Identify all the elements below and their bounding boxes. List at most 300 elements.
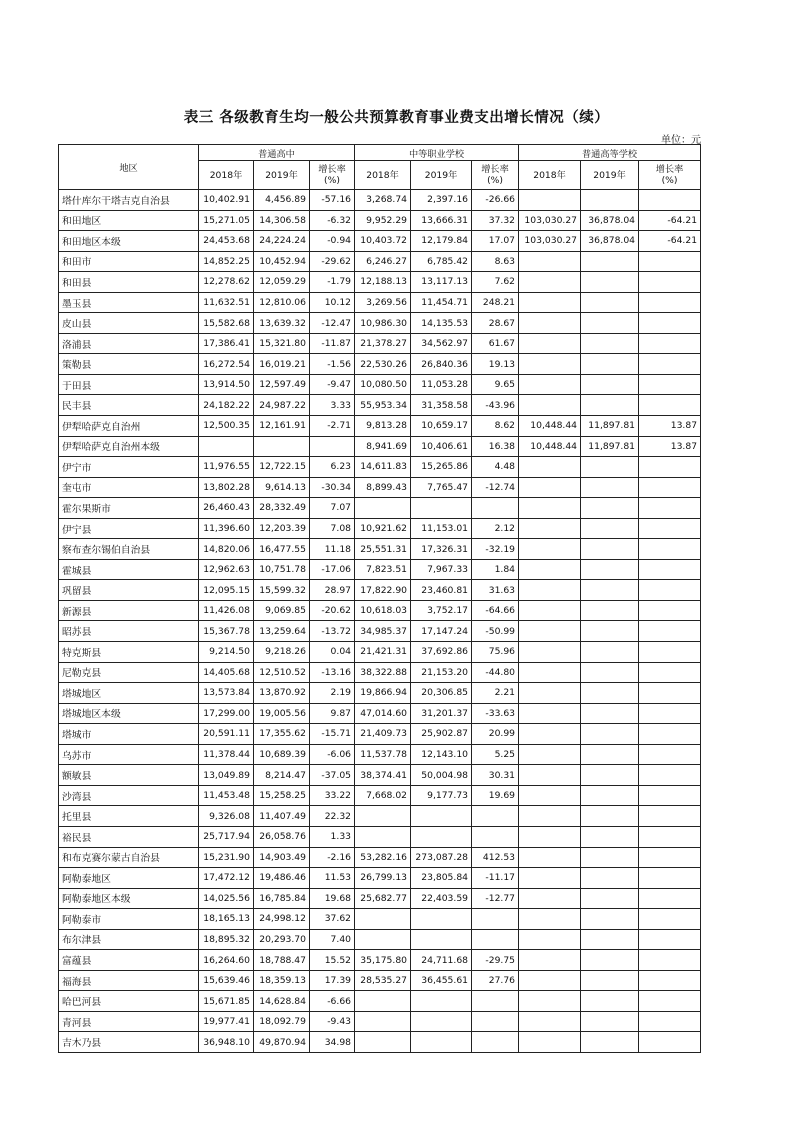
hs-rate-cell: 37.62 [310,909,355,930]
table-row [59,1011,701,1032]
he-2019-cell [581,724,639,745]
voc-rate-cell: 8.63 [472,251,519,272]
hs-rate-cell: 11.18 [310,539,355,560]
he-rate-cell [639,1032,701,1053]
voc-2018-cell: 10,921.62 [355,518,411,539]
he-2018-cell [519,847,581,868]
hs-rate-cell: -30.34 [310,477,355,498]
he-2019-cell [581,1032,639,1053]
he-2019-cell [581,272,639,293]
voc-2018-cell: 3,268.74 [355,190,411,211]
hs-2018-cell: 19,977.41 [199,1011,254,1032]
hs-2019-cell: 19,486.46 [254,868,310,889]
he-2018-cell [519,539,581,560]
he-2018-cell [519,1011,581,1032]
table-body [59,190,701,1053]
region-cell: 青河县 [59,1011,199,1032]
voc-2018-cell: 6,246.27 [355,251,411,272]
region-cell: 奎屯市 [59,477,199,498]
voc-2019-cell: 25,902.87 [411,724,472,745]
table-row [59,333,701,354]
he-2019-cell [581,600,639,621]
hs-rate-cell: 11.53 [310,868,355,889]
hs-rate-cell: -11.87 [310,333,355,354]
hs-rate-cell: 19.68 [310,888,355,909]
voc-2018-cell: 11,537.78 [355,744,411,765]
hs-rate-cell: 1.33 [310,826,355,847]
table-row [59,272,701,293]
table-row [59,888,701,909]
region-cell: 策勒县 [59,354,199,375]
region-cell: 特克斯县 [59,642,199,663]
voc-rate-cell [472,498,519,519]
table-row [59,498,701,519]
header-year-2018: 2018年 [519,161,581,190]
voc-2019-cell: 7,967.33 [411,559,472,580]
table-row [59,374,701,395]
voc-2018-cell: 38,374.41 [355,765,411,786]
hs-2019-cell: 17,355.62 [254,724,310,745]
he-rate-cell [639,806,701,827]
voc-2019-cell: 12,179.84 [411,231,472,252]
voc-2019-cell: 36,455.61 [411,970,472,991]
region-cell: 巩留县 [59,580,199,601]
table-row [59,765,701,786]
hs-2019-cell: 13,870.92 [254,683,310,704]
voc-rate-cell [472,806,519,827]
he-2019-cell [581,621,639,642]
voc-2018-cell [355,806,411,827]
table-row [59,354,701,375]
voc-2019-cell: 11,454.71 [411,292,472,313]
hs-rate-cell: 28.97 [310,580,355,601]
voc-2018-cell: 10,986.30 [355,313,411,334]
voc-rate-cell: 2.12 [472,518,519,539]
hs-rate-cell: -9.43 [310,1011,355,1032]
table-row [59,703,701,724]
voc-2018-cell: 14,611.83 [355,457,411,478]
he-2018-cell [519,991,581,1012]
he-rate-cell [639,765,701,786]
voc-2019-cell: 273,087.28 [411,847,472,868]
hs-2018-cell: 9,326.08 [199,806,254,827]
hs-2019-cell: 15,321.80 [254,333,310,354]
he-2019-cell [581,580,639,601]
he-2018-cell [519,703,581,724]
voc-rate-cell [472,826,519,847]
hs-2019-cell: 28,332.49 [254,498,310,519]
hs-2019-cell: 12,722.15 [254,457,310,478]
voc-rate-cell: 61.67 [472,333,519,354]
voc-2019-cell [411,909,472,930]
hs-rate-cell: -9.47 [310,374,355,395]
hs-2018-cell: 16,264.60 [199,950,254,971]
he-rate-cell [639,929,701,950]
table-row [59,395,701,416]
he-rate-cell [639,477,701,498]
voc-2019-cell: 17,326.31 [411,539,472,560]
voc-2018-cell: 55,953.34 [355,395,411,416]
he-2018-cell [519,272,581,293]
voc-2019-cell: 7,765.47 [411,477,472,498]
voc-rate-cell: 75.96 [472,642,519,663]
table-row [59,785,701,806]
he-2019-cell [581,374,639,395]
voc-rate-cell [472,991,519,1012]
hs-2018-cell: 24,453.68 [199,231,254,252]
hs-2019-cell: 24,987.22 [254,395,310,416]
he-2018-cell [519,354,581,375]
voc-2019-cell: 37,692.86 [411,642,472,663]
hs-2019-cell: 12,810.06 [254,292,310,313]
hs-rate-cell: -13.16 [310,662,355,683]
voc-rate-cell: -12.74 [472,477,519,498]
hs-2019-cell: 11,407.49 [254,806,310,827]
he-2018-cell [519,600,581,621]
hs-rate-cell [310,436,355,457]
region-cell: 塔城地区 [59,683,199,704]
voc-rate-cell [472,1032,519,1053]
he-2018-cell [519,1032,581,1053]
region-cell: 于田县 [59,374,199,395]
table-row [59,806,701,827]
voc-rate-cell: 9.65 [472,374,519,395]
header-group-vocational: 中等职业学校 [355,145,519,161]
table-row [59,518,701,539]
table-row [59,744,701,765]
he-2019-cell [581,909,639,930]
hs-2019-cell: 19,005.56 [254,703,310,724]
hs-rate-cell: -20.62 [310,600,355,621]
region-cell: 富蕴县 [59,950,199,971]
voc-2018-cell: 7,668.02 [355,785,411,806]
hs-2019-cell: 13,259.64 [254,621,310,642]
voc-rate-cell: -11.17 [472,868,519,889]
hs-rate-cell: -6.32 [310,210,355,231]
region-cell: 伊犁哈萨克自治州本级 [59,436,199,457]
he-2018-cell [519,292,581,313]
region-cell: 和田市 [59,251,199,272]
he-2019-cell [581,785,639,806]
hs-rate-cell: -6.66 [310,991,355,1012]
he-2018-cell [519,251,581,272]
hs-2018-cell: 15,582.68 [199,313,254,334]
hs-2018-cell: 15,639.46 [199,970,254,991]
he-rate-cell [639,909,701,930]
voc-2018-cell [355,929,411,950]
voc-rate-cell: 27.76 [472,970,519,991]
he-2019-cell [581,806,639,827]
voc-2018-cell: 12,188.13 [355,272,411,293]
voc-rate-cell [472,929,519,950]
hs-2019-cell: 14,628.84 [254,991,310,1012]
voc-2019-cell: 9,177.73 [411,785,472,806]
voc-rate-cell: 1.84 [472,559,519,580]
voc-2019-cell: 50,004.98 [411,765,472,786]
he-2019-cell [581,765,639,786]
voc-2019-cell [411,1032,472,1053]
he-2019-cell [581,333,639,354]
hs-2018-cell: 15,671.85 [199,991,254,1012]
region-cell: 墨玉县 [59,292,199,313]
voc-2018-cell: 26,799.13 [355,868,411,889]
hs-2019-cell: 20,293.70 [254,929,310,950]
he-2018-cell [519,765,581,786]
hs-2019-cell: 49,870.94 [254,1032,310,1053]
voc-rate-cell: 17.07 [472,231,519,252]
region-cell: 伊宁县 [59,518,199,539]
voc-rate-cell: -12.77 [472,888,519,909]
voc-rate-cell [472,909,519,930]
table-row [59,580,701,601]
voc-2019-cell [411,991,472,1012]
he-2019-cell [581,395,639,416]
he-rate-cell [639,991,701,1012]
he-2019-cell [581,888,639,909]
he-2019-cell [581,744,639,765]
he-2018-cell [519,724,581,745]
hs-2019-cell: 18,359.13 [254,970,310,991]
header-growth-rate-unit: (%) [661,175,678,186]
hs-rate-cell: -29.62 [310,251,355,272]
he-rate-cell [639,847,701,868]
voc-2019-cell: 22,403.59 [411,888,472,909]
region-cell: 和布克赛尔蒙古自治县 [59,847,199,868]
he-2019-cell [581,868,639,889]
region-cell: 塔城地区本级 [59,703,199,724]
he-rate-cell [639,251,701,272]
region-cell: 和田县 [59,272,199,293]
he-2018-cell [519,683,581,704]
hs-2018-cell: 11,426.08 [199,600,254,621]
he-rate-cell [639,559,701,580]
he-2018-cell [519,642,581,663]
he-rate-cell [639,580,701,601]
voc-rate-cell: 248.21 [472,292,519,313]
he-2018-cell [519,498,581,519]
voc-2019-cell: 31,201.37 [411,703,472,724]
he-2019-cell [581,847,639,868]
region-cell: 民丰县 [59,395,199,416]
he-2018-cell [519,970,581,991]
table-row [59,683,701,704]
region-cell: 塔城市 [59,724,199,745]
he-rate-cell [639,868,701,889]
he-2018-cell [519,909,581,930]
he-2019-cell [581,457,639,478]
hs-rate-cell: 7.07 [310,498,355,519]
region-cell: 福海县 [59,970,199,991]
hs-2018-cell: 14,025.56 [199,888,254,909]
voc-2019-cell: 26,840.36 [411,354,472,375]
table-row [59,436,701,457]
voc-rate-cell: 16.38 [472,436,519,457]
he-rate-cell [639,272,701,293]
expenditure-table [58,144,701,1053]
he-2018-cell [519,806,581,827]
region-cell: 哈巴河县 [59,991,199,1012]
table-row [59,929,701,950]
hs-2018-cell: 11,976.55 [199,457,254,478]
he-2019-cell: 36,878.04 [581,210,639,231]
voc-2018-cell [355,1011,411,1032]
region-cell: 伊宁市 [59,457,199,478]
header-group-high-school: 普通高中 [199,145,355,161]
he-2018-cell [519,662,581,683]
table-row [59,539,701,560]
header-growth-rate-label: 增长率 [655,164,684,175]
he-2018-cell [519,395,581,416]
hs-rate-cell: 15.52 [310,950,355,971]
voc-rate-cell: 37.32 [472,210,519,231]
voc-2018-cell [355,991,411,1012]
header-growth-rate [310,161,355,190]
voc-2019-cell: 11,153.01 [411,518,472,539]
voc-2018-cell: 8,941.69 [355,436,411,457]
unit-label: 单位：元 [661,135,701,146]
he-2019-cell [581,539,639,560]
voc-rate-cell: 20.99 [472,724,519,745]
hs-2019-cell: 10,689.39 [254,744,310,765]
hs-2019-cell: 18,092.79 [254,1011,310,1032]
hs-2018-cell: 11,396.60 [199,518,254,539]
he-rate-cell [639,888,701,909]
hs-2019-cell: 15,258.25 [254,785,310,806]
hs-2019-cell: 12,161.91 [254,416,310,437]
voc-2018-cell [355,1032,411,1053]
he-2019-cell [581,518,639,539]
voc-rate-cell: -44.80 [472,662,519,683]
he-rate-cell [639,1011,701,1032]
hs-2019-cell: 10,452.94 [254,251,310,272]
voc-2018-cell: 21,409.73 [355,724,411,745]
hs-2018-cell: 13,914.50 [199,374,254,395]
he-rate-cell [639,785,701,806]
voc-rate-cell: 19.13 [472,354,519,375]
header-year-2018: 2018年 [199,161,254,190]
hs-2018-cell: 13,049.89 [199,765,254,786]
hs-rate-cell: -1.79 [310,272,355,293]
hs-rate-cell: -0.94 [310,231,355,252]
voc-2019-cell: 23,805.84 [411,868,472,889]
voc-rate-cell: -43.96 [472,395,519,416]
voc-rate-cell: -26.66 [472,190,519,211]
he-rate-cell [639,826,701,847]
he-2018-cell [519,313,581,334]
hs-2018-cell: 13,802.28 [199,477,254,498]
he-2019-cell: 36,878.04 [581,231,639,252]
he-rate-cell [639,313,701,334]
hs-2019-cell: 15,599.32 [254,580,310,601]
hs-rate-cell: -15.71 [310,724,355,745]
hs-rate-cell: 33.22 [310,785,355,806]
hs-2018-cell: 15,231.90 [199,847,254,868]
hs-rate-cell: -12.47 [310,313,355,334]
region-cell: 昭苏县 [59,621,199,642]
he-2019-cell [581,498,639,519]
hs-rate-cell: 7.08 [310,518,355,539]
he-rate-cell [639,395,701,416]
he-rate-cell [639,498,701,519]
he-2018-cell [519,785,581,806]
he-2019-cell [581,251,639,272]
voc-rate-cell [472,1011,519,1032]
he-rate-cell [639,970,701,991]
voc-rate-cell: 7.62 [472,272,519,293]
table-row [59,600,701,621]
region-cell: 乌苏市 [59,744,199,765]
header-year-2019: 2019年 [581,161,639,190]
voc-2018-cell: 10,403.72 [355,231,411,252]
region-cell: 托里县 [59,806,199,827]
region-cell: 新源县 [59,600,199,621]
voc-2019-cell: 20,306.85 [411,683,472,704]
hs-2019-cell: 16,477.55 [254,539,310,560]
he-rate-cell [639,600,701,621]
voc-2018-cell: 21,421.31 [355,642,411,663]
hs-2019-cell: 12,059.29 [254,272,310,293]
he-rate-cell [639,950,701,971]
hs-2018-cell: 11,632.51 [199,292,254,313]
voc-2018-cell: 22,530.26 [355,354,411,375]
hs-2018-cell: 12,962.63 [199,559,254,580]
he-rate-cell [639,292,701,313]
he-rate-cell [639,621,701,642]
hs-2019-cell [254,436,310,457]
he-rate-cell [639,662,701,683]
he-2019-cell [581,313,639,334]
hs-rate-cell: 10.12 [310,292,355,313]
hs-2019-cell: 9,614.13 [254,477,310,498]
region-cell: 阿勒泰地区 [59,868,199,889]
voc-2018-cell: 3,269.56 [355,292,411,313]
table-row [59,909,701,930]
table-row [59,868,701,889]
table-row [59,292,701,313]
hs-rate-cell: -1.56 [310,354,355,375]
he-2018-cell [519,621,581,642]
voc-2018-cell: 10,080.50 [355,374,411,395]
he-2019-cell [581,477,639,498]
region-cell: 阿勒泰市 [59,909,199,930]
he-2019-cell [581,950,639,971]
he-rate-cell [639,374,701,395]
voc-2018-cell: 38,322.88 [355,662,411,683]
hs-rate-cell: 0.04 [310,642,355,663]
he-2019-cell: 11,897.81 [581,416,639,437]
voc-2019-cell: 31,358.58 [411,395,472,416]
he-2018-cell: 10,448.44 [519,436,581,457]
he-2018-cell [519,929,581,950]
voc-2018-cell: 10,618.03 [355,600,411,621]
he-2018-cell [519,580,581,601]
voc-2019-cell [411,498,472,519]
he-2019-cell [581,292,639,313]
page-title: 表三 各级教育生均一般公共预算教育事业费支出增长情况（续） [183,110,610,126]
he-2018-cell [519,744,581,765]
hs-rate-cell: 3.33 [310,395,355,416]
hs-2018-cell: 17,299.00 [199,703,254,724]
hs-2018-cell [199,436,254,457]
hs-2019-cell: 10,751.78 [254,559,310,580]
voc-2018-cell: 9,813.28 [355,416,411,437]
hs-2019-cell: 12,510.52 [254,662,310,683]
he-2019-cell [581,991,639,1012]
header-growth-rate [472,161,519,190]
he-2019-cell [581,929,639,950]
region-cell: 霍尔果斯市 [59,498,199,519]
hs-2019-cell: 16,019.21 [254,354,310,375]
